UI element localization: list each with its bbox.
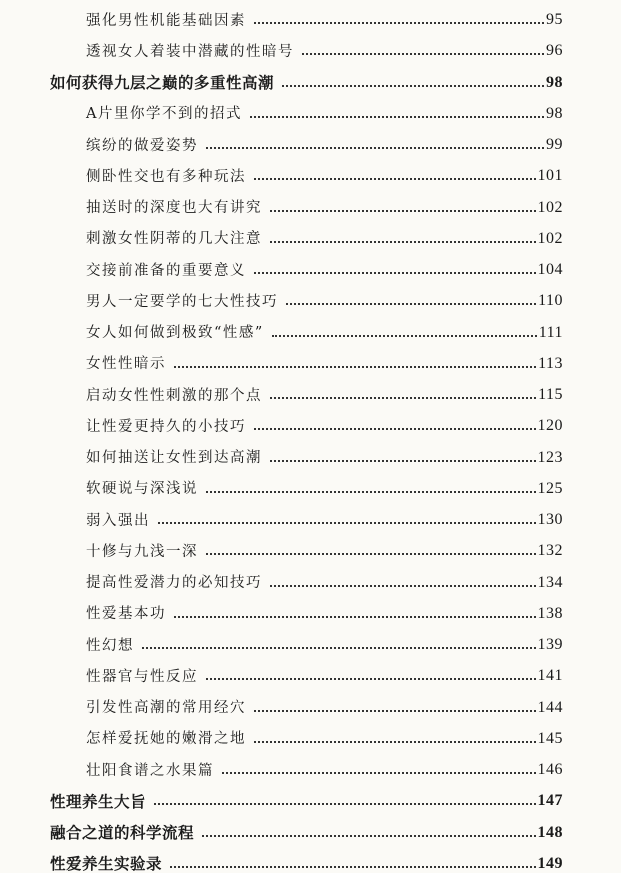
dot-leader: [302, 53, 544, 55]
toc-chapter-entry[interactable]: [50, 846, 563, 872]
dot-leader: [206, 553, 536, 555]
dot-leader: [206, 491, 536, 493]
dot-leader: [270, 585, 536, 587]
dot-leader: [206, 147, 544, 149]
toc-page-number: 98: [546, 104, 563, 122]
toc-entry-title: 弱入强出: [86, 512, 150, 529]
toc-page-number: 145: [537, 729, 563, 747]
toc-page-number: 141: [537, 667, 563, 685]
toc-page-number: 95: [546, 11, 563, 28]
dot-leader: [254, 178, 536, 180]
toc-section-entry[interactable]: [86, 283, 563, 309]
dot-leader: [254, 272, 536, 274]
toc-chapter-entry[interactable]: [50, 65, 563, 91]
toc-page-number: 139: [537, 636, 563, 653]
toc-page-number: 102: [537, 229, 563, 247]
dot-leader: [254, 741, 536, 743]
toc-entry-title: 启动女性性刺激的那个点: [86, 387, 262, 404]
toc-page-number: 130: [537, 511, 563, 528]
toc-entry-title: A片里你学不到的招式: [86, 106, 242, 123]
toc-section-entry[interactable]: [86, 690, 563, 716]
toc-page-number: 123: [537, 448, 563, 466]
toc-page-number: 120: [537, 417, 563, 435]
toc-section-entry[interactable]: [86, 658, 563, 684]
toc-section-entry[interactable]: [86, 471, 563, 497]
dot-leader: [272, 335, 537, 337]
toc-entry-title: 缤纷的做爱姿势: [86, 137, 198, 154]
toc-section-entry[interactable]: [86, 440, 563, 466]
toc-entry-title: 刺激女性阴蒂的几大注意: [86, 231, 262, 248]
toc-page-number: 144: [537, 698, 563, 716]
toc-chapter-entry[interactable]: [50, 783, 563, 809]
toc-entry-title: 男人一定要学的七大性技巧: [86, 293, 278, 310]
dot-leader: [142, 647, 536, 649]
dot-leader: [250, 116, 544, 118]
toc-entry-title: 怎样爱抚她的嫩滑之地: [86, 731, 246, 748]
toc-entry-title: 侧卧性交也有多种玩法: [86, 168, 246, 185]
toc-section-entry[interactable]: [86, 502, 563, 528]
toc-page-number: 113: [538, 354, 563, 372]
toc-entry-title: 交接前准备的重要意义: [86, 262, 246, 279]
dot-leader: [270, 210, 536, 212]
toc-entry-title: 软硬说与深浅说: [86, 481, 198, 498]
toc-page-number: 104: [537, 261, 563, 278]
toc-page-number: 148: [537, 823, 563, 841]
toc-page-number: 115: [538, 386, 563, 403]
toc-section-entry[interactable]: [86, 315, 563, 341]
toc-section-entry[interactable]: [86, 533, 563, 559]
toc-page-number: 146: [537, 761, 563, 778]
toc-section-entry[interactable]: [86, 2, 563, 28]
toc-page-number: 138: [537, 604, 563, 622]
toc-page-number: 99: [546, 136, 563, 153]
toc-entry-title: 性器官与性反应: [86, 668, 198, 685]
toc-section-entry[interactable]: [86, 596, 563, 622]
dot-leader: [202, 835, 535, 837]
toc-entry-title: 抽送时的深度也大有讲究: [86, 200, 262, 216]
toc-page-number: 101: [537, 167, 563, 185]
dot-leader: [222, 772, 536, 774]
dot-leader: [270, 241, 536, 243]
toc-entry-title: 如何抽送让女性到达高潮: [86, 450, 262, 466]
toc-entry-title: 提高性爱潜力的必知技巧: [86, 575, 262, 591]
toc-entry-title: 性爱养生实验录: [50, 854, 163, 873]
dot-leader: [254, 710, 536, 712]
toc-entry-title: 十修与九浅一深: [86, 543, 198, 560]
toc-entry-title: 如何获得九层之巅的多重性高潮: [50, 73, 275, 92]
toc-entry-title: 壮阳食谱之水果篇: [86, 762, 214, 779]
dot-leader: [282, 85, 544, 87]
toc-entry-title: 女性性暗示: [86, 356, 166, 373]
toc-section-entry[interactable]: [86, 221, 563, 247]
dot-leader: [206, 678, 536, 680]
toc-section-entry[interactable]: [86, 33, 563, 59]
dot-leader: [174, 366, 536, 368]
toc-entry-title: 性理养生大旨: [50, 791, 147, 811]
toc-section-entry[interactable]: [86, 377, 563, 403]
dot-leader: [170, 866, 535, 868]
toc-page-number: 98: [546, 73, 563, 91]
toc-entry-title: 引发性高潮的常用经穴: [86, 700, 246, 716]
toc-section-entry[interactable]: [86, 190, 563, 216]
toc-page-number: 102: [537, 198, 563, 216]
toc-entry-title: 让性爱更持久的小技巧: [86, 418, 246, 435]
toc-page-number: 96: [546, 42, 563, 60]
toc-section-entry[interactable]: [86, 565, 563, 591]
toc-section-entry[interactable]: [86, 627, 563, 653]
toc-section-entry[interactable]: [86, 96, 563, 122]
dot-leader: [174, 616, 536, 618]
dot-leader: [154, 803, 535, 805]
toc-entry-title: 性爱基本功: [86, 606, 166, 623]
dot-leader: [158, 522, 536, 524]
toc-section-entry[interactable]: [86, 127, 563, 153]
toc-section-entry[interactable]: [86, 721, 563, 747]
toc-page-number: 134: [537, 573, 563, 591]
toc-entry-title: 融合之道的科学流程: [50, 823, 195, 842]
dot-leader: [254, 22, 544, 24]
dot-leader: [254, 428, 536, 430]
toc-entry-title: 性幻想: [86, 637, 134, 654]
toc-page-number: 132: [537, 542, 563, 560]
dot-leader: [270, 460, 536, 462]
toc-entry-title: 透视女人着装中潜藏的性暗号: [86, 43, 294, 60]
toc-section-entry[interactable]: [86, 752, 563, 778]
toc-section-entry[interactable]: [86, 346, 563, 372]
toc-entry-title: 强化男性机能基础因素: [86, 12, 246, 29]
dot-leader: [286, 303, 536, 305]
toc-chapter-entry[interactable]: [50, 815, 563, 841]
toc-section-entry[interactable]: [86, 252, 563, 278]
toc-page-number: 110: [538, 292, 563, 310]
dot-leader: [270, 397, 536, 399]
toc-section-entry[interactable]: [86, 408, 563, 434]
toc-entry-title: 女人如何做到极致“性感”: [86, 325, 264, 341]
toc-page-number: 125: [537, 479, 563, 497]
toc-page-number: 111: [538, 323, 563, 341]
toc-page-number: 149: [537, 854, 563, 872]
toc-section-entry[interactable]: [86, 158, 563, 184]
toc-page-number: 147: [537, 792, 563, 810]
